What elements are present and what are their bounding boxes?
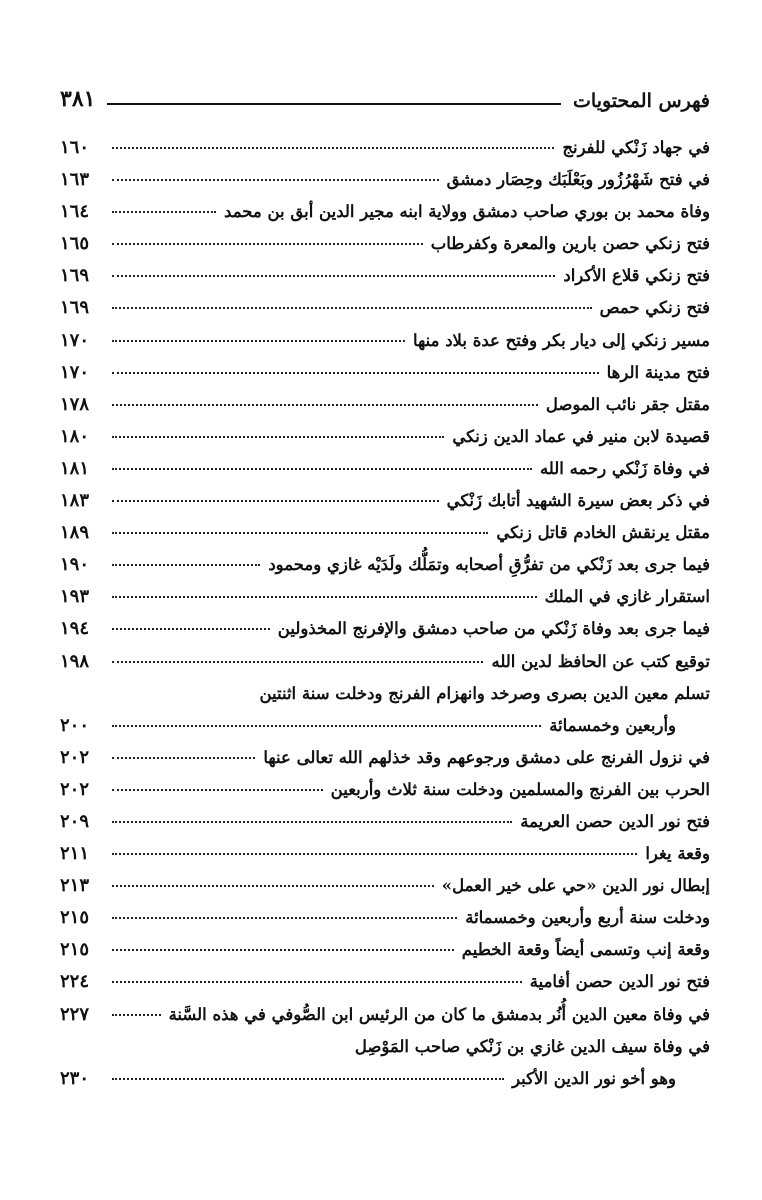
dot-leader bbox=[112, 757, 255, 759]
toc-entry bbox=[60, 838, 710, 870]
toc-entry-page: ١٨٣ bbox=[60, 490, 90, 512]
toc-entry bbox=[60, 357, 710, 389]
toc-entry-title: استقرار غازي في الملك bbox=[544, 587, 710, 607]
page-number: ٣٨١ bbox=[60, 86, 96, 112]
toc-entry-page: ١٩٣ bbox=[60, 586, 90, 608]
toc-entry bbox=[60, 196, 710, 228]
toc-entry-page: ١٧٠ bbox=[60, 329, 90, 351]
toc-entry-title: في ذكر بعض سيرة الشهيد أتابك زَنْكي bbox=[446, 491, 710, 511]
toc-entry-page: ١٩٨ bbox=[60, 650, 90, 672]
toc-entry-page: ١٧٨ bbox=[60, 393, 90, 415]
toc-entry-page: ١٩٠ bbox=[60, 554, 90, 576]
toc-entry-title: فتح زنكي حصن بارين والمعرة وكفرطاب bbox=[430, 234, 710, 254]
toc-entry-continuation bbox=[60, 1063, 710, 1095]
toc-entry-continuation bbox=[60, 710, 710, 742]
dot-leader bbox=[112, 596, 537, 598]
toc-entry-page: ٢٢٧ bbox=[60, 1003, 90, 1025]
toc-entry-title: مقتل يرنقش الخادم قاتل زنكي bbox=[496, 523, 710, 543]
toc-entry-page: ٢٠٩ bbox=[60, 810, 90, 832]
toc-entry-title: قصيدة لابن منير في عماد الدين زنكي bbox=[452, 426, 710, 446]
toc-entry-page: ٢٣٠ bbox=[60, 1067, 90, 1089]
toc-entry bbox=[60, 742, 710, 774]
toc-entry-page: ٢١٥ bbox=[60, 939, 90, 961]
dot-leader bbox=[112, 372, 599, 374]
toc-entry bbox=[60, 228, 710, 260]
toc-entry-title: الحرب بين الفرنج والمسلمين ودخلت سنة ثلاث وأربعين bbox=[330, 779, 710, 799]
toc-entry-page: ١٦٠ bbox=[60, 137, 90, 158]
dot-leader bbox=[112, 179, 439, 181]
toc-entry-title: مقتل جقر نائب الموصل bbox=[545, 394, 710, 414]
toc-entry-page: ١٩٤ bbox=[60, 618, 90, 640]
toc-entry bbox=[60, 132, 710, 164]
toc-entry-title: إبطال نور الدين «حي على خير العمل» bbox=[441, 876, 710, 896]
toc-entry-page: ٢٠٢ bbox=[60, 746, 90, 768]
toc-entry-page: ٢١٣ bbox=[60, 875, 90, 897]
toc-entry bbox=[60, 646, 710, 678]
toc-entry-page: ١٨٠ bbox=[60, 425, 90, 447]
dot-leader bbox=[112, 981, 522, 983]
dot-leader bbox=[112, 307, 592, 309]
toc-entry-page: ٢٢٤ bbox=[60, 971, 90, 993]
toc-entry-title: في نزول الفرنج على دمشق ورجوعهم وقد خذلهم الله تعالى عنها bbox=[263, 747, 710, 767]
dot-leader bbox=[112, 725, 541, 727]
toc-entry-title: فيما جرى بعد وفاة زَنْكي من صاحب دمشق والإفرنج المخذولين bbox=[277, 619, 710, 639]
toc-entry bbox=[60, 325, 710, 357]
toc-entry-title: في جهاد زَنْكي للفرنج bbox=[562, 138, 710, 157]
running-title: فهرس المحتويات bbox=[573, 90, 710, 112]
toc-entry-page: ٢١١ bbox=[60, 843, 90, 865]
toc-entry-title: ودخلت سنة أربع وأربعين وخمسمائة bbox=[465, 908, 710, 928]
toc-entry-title: وفاة محمد بن بوري صاحب دمشق وولاية ابنه مجير الدين أبق بن محمد bbox=[224, 202, 710, 222]
toc-entry bbox=[60, 421, 710, 453]
toc-entry-page: ٢٠٢ bbox=[60, 778, 90, 800]
dot-leader bbox=[112, 628, 270, 630]
dot-leader bbox=[112, 404, 538, 406]
dot-leader bbox=[112, 564, 260, 566]
toc-entry bbox=[60, 774, 710, 806]
toc-entry bbox=[60, 999, 710, 1031]
toc-entry-title: مسير زنكي إلى ديار بكر وفتح عدة بلاد منها bbox=[413, 330, 710, 350]
toc-entry-title: في وفاة معين الدين أُنُر بدمشق ما كان من الرئيس ابن الصُّوفي في هذه السَّنة bbox=[168, 1004, 710, 1024]
dot-leader bbox=[112, 468, 532, 470]
toc-entry-title: فتح زنكي قلاع الأكراد bbox=[563, 266, 710, 286]
dot-leader bbox=[112, 1078, 504, 1080]
toc-entry-title: توقيع كتب عن الحافظ لدين الله bbox=[491, 651, 710, 671]
dot-leader bbox=[112, 211, 216, 213]
toc-entry-page: ١٨١ bbox=[60, 457, 90, 479]
dot-leader bbox=[112, 532, 488, 534]
toc-entry-title: وهو أخو نور الدين الأكبر bbox=[512, 1068, 676, 1088]
toc-entry-page: ٢٠٠ bbox=[60, 714, 90, 736]
dot-leader bbox=[112, 885, 434, 887]
toc-entry bbox=[60, 549, 710, 581]
dot-leader bbox=[112, 821, 512, 823]
dot-leader bbox=[112, 853, 637, 855]
toc-entry-title: فتح زنكي حمص bbox=[599, 298, 710, 318]
toc-entry bbox=[60, 453, 710, 485]
toc-entry bbox=[60, 581, 710, 613]
toc-entry-page: ٢١٥ bbox=[60, 907, 90, 929]
toc-entry bbox=[60, 870, 710, 902]
toc-entry-title: فيما جرى بعد زَنْكي من تفرُّقِ أصحابه وتمَلُّك ولَدَيْه غازي ومحمود bbox=[268, 555, 710, 575]
toc-entry bbox=[60, 806, 710, 838]
toc-entry bbox=[60, 485, 710, 517]
toc-entry-page: ١٦٩ bbox=[60, 265, 90, 287]
table-of-contents bbox=[60, 132, 710, 1095]
toc-entry-title: في وفاة زَنْكي رحمه الله bbox=[539, 458, 710, 478]
toc-entry-page: ١٦٣ bbox=[60, 169, 90, 191]
dot-leader bbox=[112, 147, 554, 149]
toc-entry-page: ١٨٩ bbox=[60, 522, 90, 544]
page-header bbox=[60, 78, 710, 118]
dot-leader bbox=[112, 789, 323, 791]
dot-leader bbox=[112, 340, 405, 342]
toc-entry-title: تسلم معين الدين بصرى وصرخد وانهزام الفرنج ودخلت سنة اثنتين bbox=[259, 683, 710, 703]
toc-entry bbox=[60, 966, 710, 998]
toc-entry bbox=[60, 902, 710, 934]
toc-entry-title: في فتح شَهْرُزُور وبَعْلَبَك وحِصَار دمشق bbox=[446, 170, 710, 190]
toc-entry-title: في وفاة سيف الدين غازي بن زَنْكي صاحب المَوْصِل bbox=[354, 1036, 710, 1056]
dot-leader bbox=[112, 436, 444, 438]
toc-entry-title: وقعة يغرا bbox=[645, 844, 710, 864]
toc-entry bbox=[60, 292, 710, 324]
toc-entry-page: ١٦٤ bbox=[60, 201, 90, 223]
toc-entry bbox=[60, 678, 710, 710]
dot-leader bbox=[112, 949, 454, 951]
toc-entry bbox=[60, 1031, 710, 1063]
toc-entry-title: فتح مدينة الرها bbox=[606, 362, 710, 382]
toc-entry bbox=[60, 517, 710, 549]
dot-leader bbox=[112, 500, 439, 502]
dot-leader bbox=[112, 917, 457, 919]
dot-leader bbox=[112, 243, 423, 245]
dot-leader bbox=[112, 275, 555, 277]
toc-entry-title: وقعة إنب وتسمى أيضاً وقعة الخطيم bbox=[461, 940, 710, 960]
header-rule bbox=[107, 103, 561, 105]
toc-entry bbox=[60, 934, 710, 966]
dot-leader bbox=[112, 1014, 161, 1016]
dot-leader bbox=[112, 661, 483, 663]
toc-entry-page: ١٧٠ bbox=[60, 361, 90, 383]
toc-entry bbox=[60, 389, 710, 421]
toc-entry-title: فتح نور الدين حصن العريمة bbox=[520, 811, 710, 831]
toc-entry-page: ١٦٩ bbox=[60, 297, 90, 319]
toc-entry-title: فتح نور الدين حصن أفامية bbox=[529, 972, 710, 992]
toc-entry-page: ١٦٥ bbox=[60, 233, 90, 255]
toc-entry bbox=[60, 260, 710, 292]
toc-entry bbox=[60, 613, 710, 645]
toc-entry-title: وأربعين وخمسمائة bbox=[549, 715, 676, 735]
toc-entry bbox=[60, 164, 710, 196]
